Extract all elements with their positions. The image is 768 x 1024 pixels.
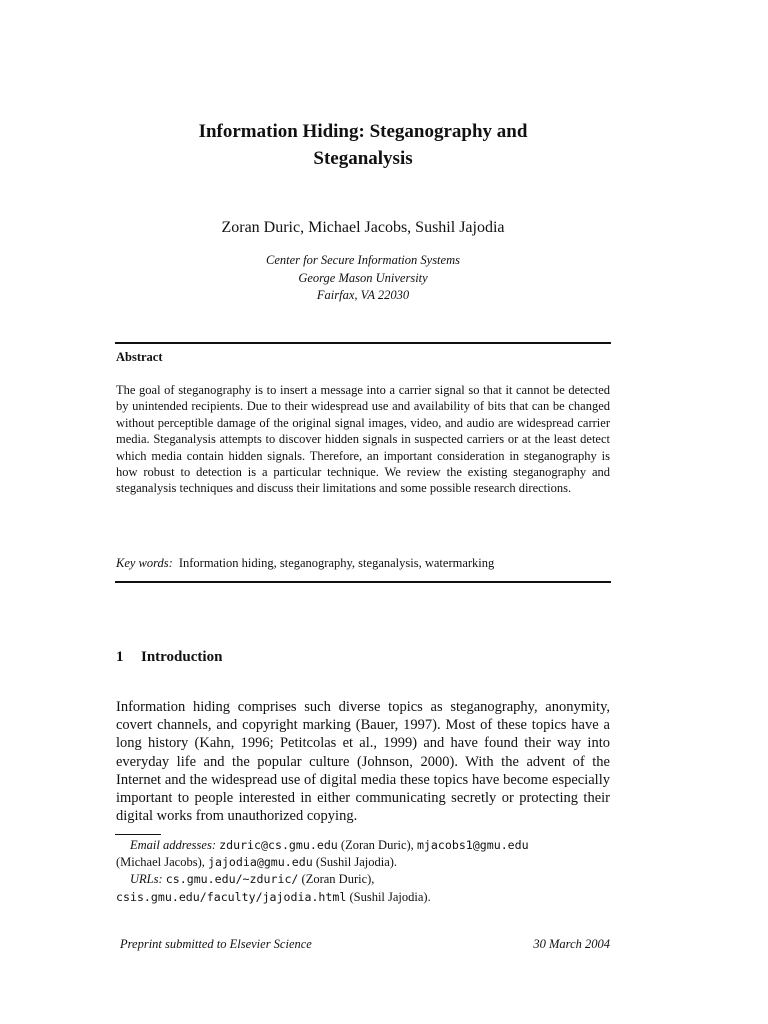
email-owner: (Michael Jacobs), [116,855,205,870]
title-line-2: Steganalysis [313,148,413,169]
abstract-top-rule [115,342,611,344]
abstract-heading: Abstract [116,350,163,364]
footnote-urls-line-2 [116,889,610,906]
keywords-label: Key words: [116,556,173,570]
abstract-text: The goal of steganography is to insert a message into a carrier signal so that it cannot be detected by unintended recipients. Due to their widespread use and availability of bits that can be changed without perceptible damage of the original signal images, video, and audio are widespread carrier media. Steganalysis attempts to discover hidden signals in suspected carriers or at the least detect which media contain hidden signals. Therefore, an important consideration in steganography is how robust to detection is a particular technique. We review the existing steganography and steganalysis techniques and discuss their limitations and some possible research directions. [116,383,610,496]
email-link[interactable]: mjacobs1@gmu.edu [416,838,529,852]
footer-date: 30 March 2004 [533,937,610,951]
author-list: Zoran Duric, Michael Jacobs, Sushil Jajodia [221,219,505,236]
affiliation-line-2: George Mason University [298,270,428,285]
email-owner: (Sushil Jajodia). [315,855,398,870]
section-heading [116,647,222,667]
affiliation-line-1: Center for Secure Information Systems [266,253,460,267]
section-title: Introduction [141,649,223,665]
affiliation-line-3: Fairfax, VA 22030 [316,288,410,302]
email-link[interactable]: jajodia@gmu.edu [207,855,313,870]
keywords [116,555,610,572]
paper-title [116,118,610,172]
email-link[interactable]: zduric@cs.gmu.edu [219,838,338,852]
affiliation [116,252,610,305]
footnote [116,837,610,906]
email-label: Email addresses: [130,838,216,852]
url-owner: (Zoran Duric), [301,872,375,887]
footer-preprint-note: Preprint submitted to Elsevier Science [120,937,312,951]
email-owner: (Zoran Duric), [340,838,414,852]
footnote-emails-line-2 [116,854,610,871]
keywords-list: Information hiding, steganography, steganalysis, watermarking [178,556,495,570]
title-line-1: Information Hiding: Steganography and [198,121,528,142]
section-number: 1 [116,649,124,665]
url-link[interactable]: csis.gmu.edu/faculty/jajodia.html [116,889,347,904]
footnote-rule [115,834,161,835]
abstract-bottom-rule [115,581,611,583]
url-owner: (Sushil Jajodia). [349,889,431,904]
footnote-emails-line [116,837,610,854]
intro-paragraph: Information hiding comprises such diverse topics as steganography, anonymity, covert channels, and copyright marking (Bauer, 1997). Most of these topics have a long history (Kahn, 1996; Petitcolas et al., 1999) and have found their way into everyday life and the popular culture (Johnson, 2000). With the advent of the Internet and the widespread use of digital media these topics have become especially important to people interested in either communicating secretly or protecting their digital works from unauthorized copying. [116,699,610,825]
footnote-urls-line [116,871,610,888]
urls-label: URLs: [130,872,163,887]
url-link[interactable]: cs.gmu.edu/~zduric/ [165,872,299,887]
